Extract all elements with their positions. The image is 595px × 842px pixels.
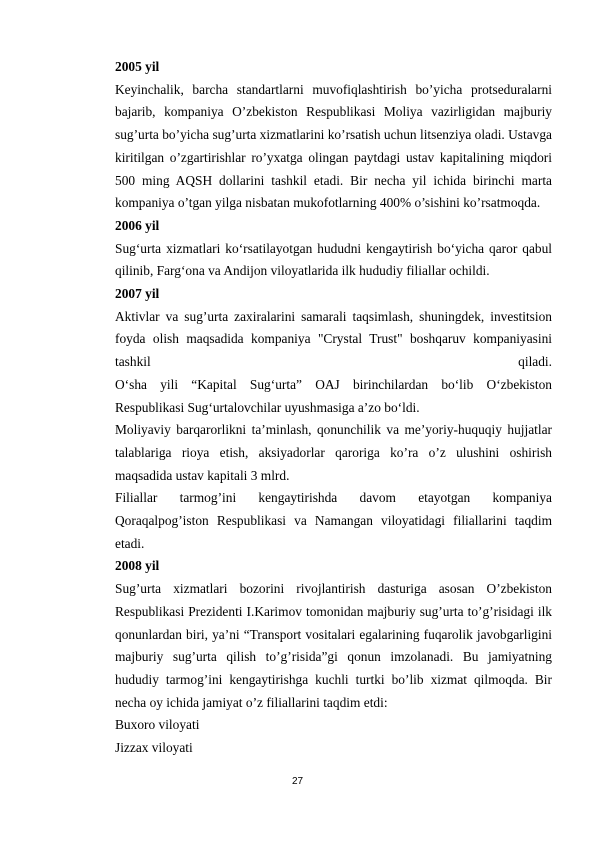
heading-2005: 2005 yil [115,59,160,74]
word-qiladi: qiladi. [518,354,552,370]
heading-2006: 2006 yil [115,217,160,233]
document-page [115,56,552,760]
page-number: 27 [291,776,304,787]
paragraph-2006: Sug‘urta xizmatlari ko‘rsatilayotgan hududni kengaytirish bo‘yicha qaror qabul qilinib, Farg‘ona va Andijon viloyatlarida ilk hududiy filiallar ochildi. [115,240,552,279]
word-tashkil: tashkil [115,354,151,370]
paragraph-2007-association: O‘sha yili “Kapital Sug‘urta” OAJ birinchilardan bo‘lib O‘zbekiston Respublikasi Sug‘urtalovchilar uyushmasiga a’zo bo‘ldi. [115,376,552,415]
paragraph-2007-branches: Filiallar tarmog’ini kengaytirishda davom etayotgan kompaniya Qoraqalpog’iston Respublikasi va Namangan viloyatidagi filiallarini taqdim etadi. [115,490,552,551]
paragraph-2008: Sug’urta xizmatlari bozorini rivojlantirish dasturiga asosan O’zbekiston Respublikasi Prezidenti I.Karimov tomonidan majburiy sug’urta to’g’risidagi ilk qonunlardan biri, ya’ni “Transport vositalari egalarining fuqarolik javobgarligini majburiy sug’urta qilish to’g’risida”gi qonun imzolanadi. Bu jamiyatning hududiy tarmog’ini kengaytirishga kuchli turtki bo’lib xizmat qilmoqda. Bir necha oy ichida jamiyat o’z filiallarini taqdim etdi: [115,581,552,710]
heading-2008: 2008 yil [115,558,160,574]
paragraph-2005: Keyinchalik, barcha standartlarni muvofiqlashtirish bo’yicha protseduralarni bajarib, kompaniya O’zbekiston Respublikasi Moliya vazirligidan majburiy sug’urta bo’yicha sug’urta xizmatlarini ko’rsatish uchun litsenziya oladi. Ustavga kiritilgan o’zgartirishlar ro’yxatga olingan paytdagi ustav kapitalining miqdori 500 ming AQSH dollarini tashkil etadi. Bir necha yil ichida birinchi marta kompaniya o’tgan yilga nisbatan mukofotlarning 400% o’sishini ko’rsatmoqda. [115,81,552,211]
list-item-buxoro: Buxoro viloyati [115,717,200,733]
paragraph-2007-crystal-trust-tail [115,351,552,374]
paragraph-2007-capital: Moliyaviy barqarorlikni ta’minlash, qonunchilik va me’yoriy-huquqiy hujjatlar talablariga rioya etish, aksiyadorlar qaroriga ko’ra o’z ulushini oshirish maqsadida ustav kapitali 3 mlrd. [115,422,552,483]
heading-2007: 2007 yil [115,286,160,302]
paragraph-2007-crystal-trust: Aktivlar va sug’urta zaxiralarini samarali taqsimlash, shuningdek, investitsion foyda olish maqsadida kompaniya "Crystal Trust" boshqaruv kompaniyasini [115,308,552,347]
list-item-jizzax: Jizzax viloyati [115,740,193,756]
